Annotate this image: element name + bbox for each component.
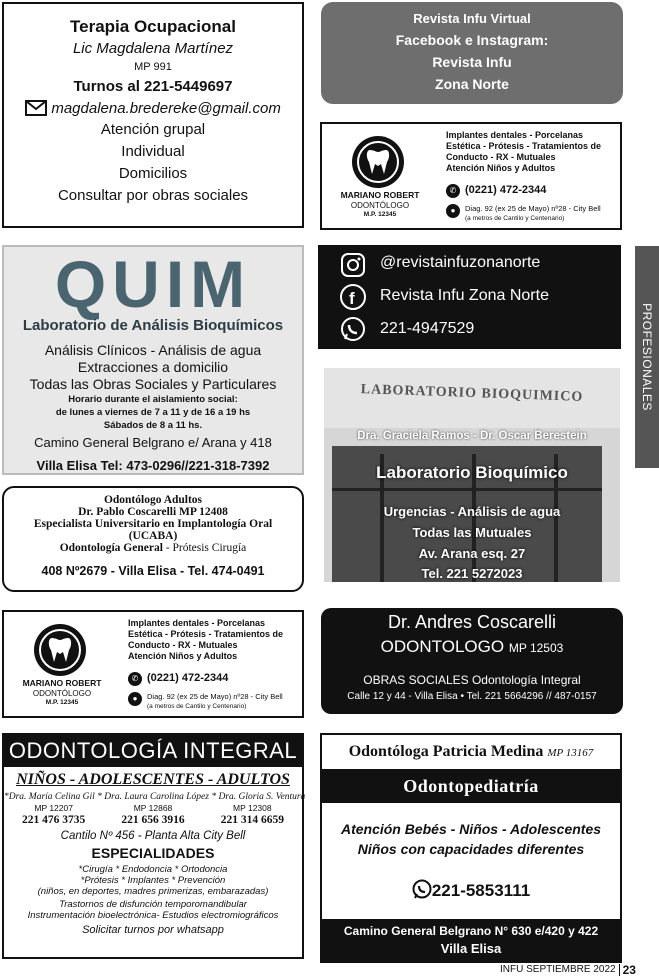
dentist-name: MARIANO ROBERT — [340, 190, 420, 200]
doctor-title: ODONTOLOGO — [380, 637, 505, 656]
service-line: Consultar por obras sociales — [57, 186, 249, 204]
doctor-mp: MP 12503 — [508, 641, 564, 655]
ad-address: 408 Nº2679 - Villa Elisa - Tel. 474-0491 — [41, 564, 265, 578]
integral-turnos: Solicitar turnos por whatsapp — [82, 924, 224, 936]
dentist-mp: M.P. 12345 — [363, 211, 397, 218]
service-item: Estética - Prótesis - Tratamientos de — [446, 141, 602, 151]
turnos-phone: Turnos al 221-5449697 — [73, 77, 233, 95]
facebook-icon — [340, 284, 366, 310]
page-footer — [500, 962, 636, 977]
phone-icon: ✆ — [128, 672, 142, 686]
especialidad-item: Trastornos de disfunción temporomandibular — [59, 899, 247, 910]
integral-header — [4, 735, 302, 767]
service-item: Conducto - RX - Mutuales — [446, 152, 556, 162]
whatsapp-number: 221-4947529 — [380, 320, 475, 337]
quim-horario: Horario durante el aislamiento social: — [68, 394, 238, 405]
ad-coscarelli-adultos — [2, 486, 304, 592]
tooth-logo-icon — [352, 136, 404, 188]
dentist-title: ODONTÓLOGO — [32, 689, 92, 698]
ad-dental-robert — [320, 122, 622, 230]
dentist-phone: (0221) 472-2344 — [465, 184, 547, 196]
integral-address: Cantilo Nº 456 - Planta Alta City Bell — [60, 830, 246, 842]
mp-item: MP 12868 — [133, 803, 173, 813]
ad-odontologia-integral — [2, 733, 304, 959]
mp-item: MP 12207 — [34, 803, 73, 813]
lab-line: Todas las Mutuales — [412, 525, 532, 540]
service-item: Implantes dentales - Porcelanas — [446, 130, 584, 140]
quim-horario: Sábados de 8 a 11 hs. — [103, 420, 203, 431]
protesis-cirugia: - Prótesis Cirugía — [162, 542, 247, 554]
integral-title: ODONTOLOGÍA INTEGRAL — [8, 738, 298, 763]
especialidad-item: *Cirugía * Endodoncia * Ortodoncia — [78, 864, 228, 875]
address-line: Diag. 92 (ex 25 de Mayo) nº28 - City Bell — [465, 204, 601, 213]
email-icon — [25, 100, 47, 116]
instagram-handle: @revistainfuzonanorte — [380, 254, 541, 271]
services-list — [128, 618, 303, 662]
issue-label: INFU SEPTIEMBRE 2022 — [500, 964, 616, 975]
especialidad-item: (niños, en deportes, madres primerizas, embarazadas) — [37, 886, 269, 897]
service-item: Implantes dentales - Porcelanas — [128, 618, 266, 628]
whatsapp-icon — [412, 879, 432, 899]
ad-line — [4, 542, 302, 554]
medina-city: Villa Elisa — [440, 941, 502, 956]
medina-address: Camino General Belgrano N° 630 e/420 y 422 — [343, 924, 599, 938]
building-sign: LABORATORIO BIOQUIMICO — [360, 382, 584, 405]
especialidad-item: Instrumentación bioelectrónica- Estudios electromiográficos — [27, 910, 279, 921]
doctor-title-line — [321, 637, 623, 657]
integral-especialidades: ESPECIALIDADES — [91, 845, 215, 861]
phone-icon: ✆ — [446, 184, 460, 198]
email-line — [4, 100, 302, 119]
service-item: Conducto - RX - Mutuales — [128, 640, 238, 650]
doctor-address: Calle 12 y 44 - Villa Elisa • Tel. 221 5664296 // 487-0157 — [347, 691, 597, 702]
mp-item: MP 12308 — [233, 803, 272, 813]
services-list — [446, 130, 621, 174]
section-tab — [635, 246, 659, 468]
ad-andres-coscarelli — [321, 608, 623, 714]
quim-horario: de lunes a viernes de 7 a 11 y de 16 a 19 hs — [55, 407, 251, 418]
service-item: Atención Niños y Adultos — [446, 163, 556, 173]
lab-line: Urgencias - Análisis de agua — [383, 504, 561, 519]
whatsapp-icon — [340, 316, 366, 342]
lab-line: Tel. 221 5272023 — [421, 566, 523, 581]
lab-line: Av. Arana esq. 27 — [418, 546, 526, 561]
dentist-mp: M.P. 12345 — [45, 699, 79, 706]
ad-line: (UCABA) — [128, 530, 178, 542]
medina-phone-line — [322, 879, 620, 901]
page-number: 23 — [622, 962, 636, 977]
quim-line: Todas las Obras Sociales y Particulares — [29, 376, 277, 392]
ad-dental-robert — [2, 610, 304, 718]
mp-number: MP 991 — [134, 61, 172, 73]
lab-doctors: Dra. Graciela Ramos - Dr. Oscar Berestein — [357, 430, 587, 442]
medina-name-line — [322, 743, 620, 761]
service-item: Estética - Prótesis - Tratamientos de — [128, 629, 284, 639]
ad-line: Revista Infu — [432, 54, 512, 70]
service-item: Atención Niños y Adultos — [128, 651, 238, 661]
medina-specialty: Odontopediatría — [403, 776, 539, 796]
therapist-name: Lic Magdalena Martínez — [72, 40, 234, 58]
integral-phones — [4, 814, 302, 826]
ad-line: Facebook e Instagram: — [395, 32, 549, 48]
service-line: Domicilios — [118, 164, 188, 182]
ad-terapia-ocupacional — [2, 2, 304, 228]
ad-line: Odontólogo Adultos — [103, 494, 203, 506]
medina-specialty-bar — [322, 769, 620, 803]
quim-tel: Villa Elisa Tel: 473-0296//221-318-7392 — [36, 458, 270, 473]
quim-logo: QUIM — [54, 247, 252, 321]
quim-subtitle: Laboratorio de Análisis Bioquímicos — [22, 317, 284, 334]
address-note: (a metros de Cantilo y Centenario) — [147, 703, 247, 710]
dentist-title: ODONTÓLOGO — [350, 201, 410, 210]
instagram-icon — [340, 252, 366, 278]
service-line: Individual — [121, 143, 185, 160]
ad-line: Zona Norte — [435, 76, 509, 92]
phone-item: 221 314 6659 — [220, 814, 284, 826]
integral-ages: NIÑOS - ADOLESCENTES - ADULTOS — [16, 771, 290, 788]
odontologia-general: Odontología General — [59, 542, 163, 554]
integral-doctors: *Dra. María Celina Gil * Dra. Laura Carolina López * Dra. Gloria S. Ventura — [4, 792, 306, 802]
address-line: Diag. 92 (ex 25 de Mayo) nº28 - City Bell — [147, 692, 283, 701]
address-note: (a metros de Cantilo y Centenario) — [465, 215, 565, 222]
medina-address-bar — [322, 919, 620, 961]
lab-title: Laboratorio Bioquímico — [376, 463, 568, 482]
ad-line: Dr. Pablo Coscarelli MP 12408 — [78, 506, 228, 518]
medina-line: Niños con capacidades diferentes — [357, 841, 585, 857]
medina-name: Odontóloga Patricia Medina — [348, 743, 544, 760]
integral-mps — [4, 803, 302, 813]
svg-text:f: f — [349, 289, 355, 308]
medina-line: Atención Bebés - Niños - Adolescentes — [340, 821, 602, 837]
dentist-phone: (0221) 472-2344 — [147, 672, 229, 684]
medina-mp: MP 13167 — [547, 747, 594, 759]
ad-quim-laboratorio — [2, 245, 304, 475]
service-line: Atención grupal — [100, 121, 206, 139]
quim-line: Análisis Clínicos - Análisis de agua — [44, 342, 262, 358]
obras-sociales: OBRAS SOCIALES Odontología Integral — [363, 673, 581, 687]
medina-phone: 221-5853111 — [431, 881, 531, 900]
ad-revista-virtual — [321, 2, 623, 104]
ad-title: Terapia Ocupacional — [70, 17, 236, 36]
ad-patricia-medina — [320, 733, 622, 963]
quim-line: Extracciones a domicilio — [77, 359, 229, 375]
location-pin-icon: ● — [128, 692, 142, 706]
ad-social-media — [318, 245, 621, 349]
dentist-name: MARIANO ROBERT — [22, 678, 102, 688]
location-pin-icon: ● — [446, 204, 460, 218]
phone-item: 221 656 3916 — [121, 814, 185, 826]
quim-address: Camino General Belgrano e/ Arana y 418 — [34, 435, 272, 450]
facebook-page: Revista Infu Zona Norte — [380, 287, 549, 304]
especialidad-item: *Prótesis * Implantes * Prevención — [80, 875, 226, 886]
section-label: PROFESIONALES — [640, 303, 654, 411]
ad-line: Especialista Universitario en Implantología Oral — [33, 518, 273, 530]
email-address: magdalena.bredereke@gmail.com — [51, 99, 281, 117]
tooth-logo-icon — [34, 624, 86, 676]
doctor-name: Dr. Andres Coscarelli — [387, 612, 557, 632]
ad-laboratorio-bioquimico — [324, 368, 620, 582]
phone-item: 221 476 3735 — [22, 814, 86, 826]
ad-heading: Revista Infu Virtual — [413, 11, 531, 26]
